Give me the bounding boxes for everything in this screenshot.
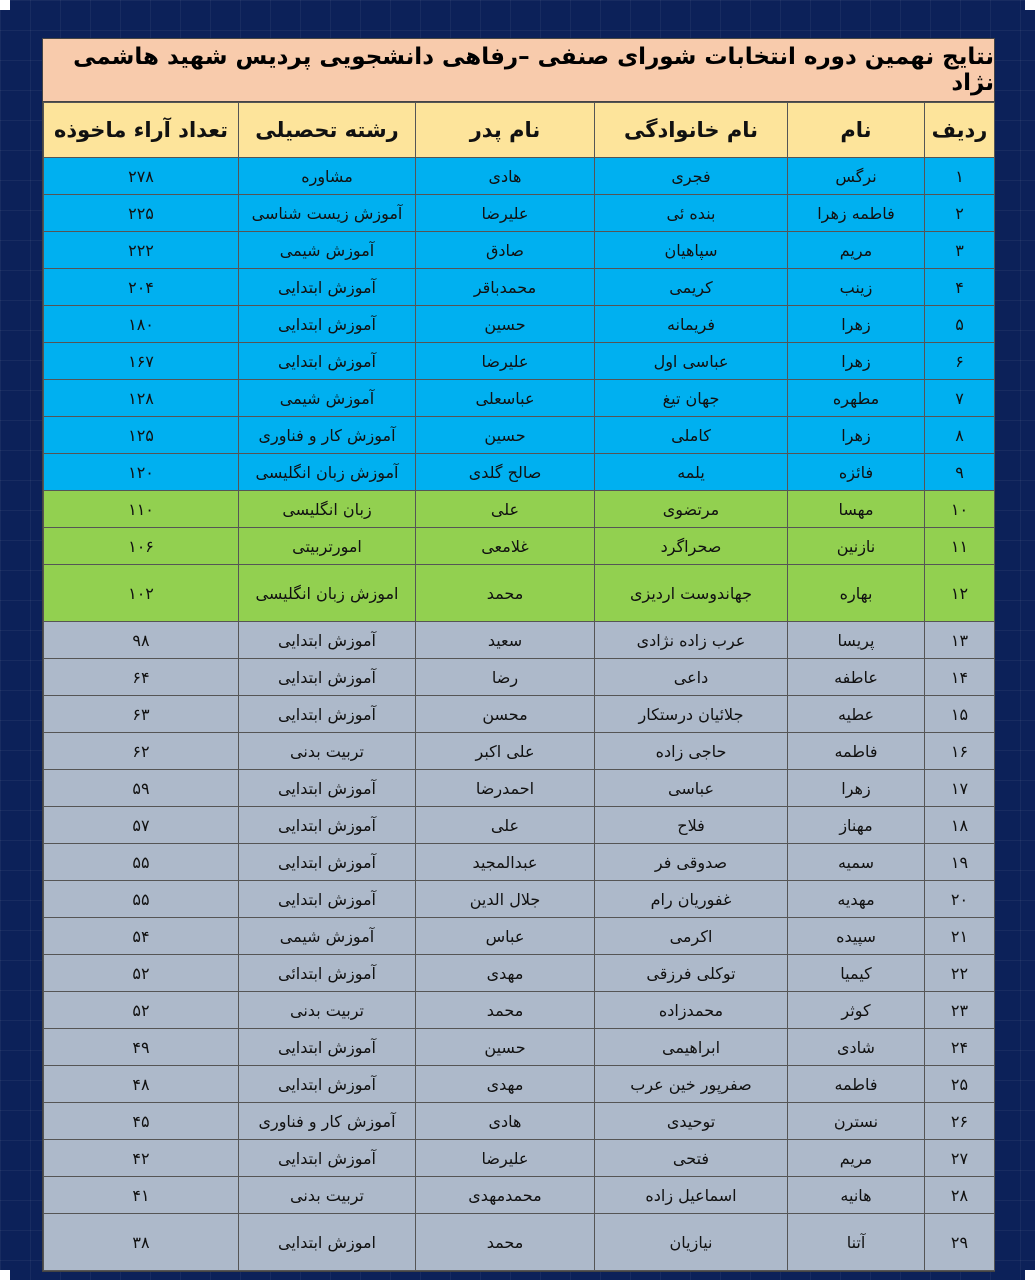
row-number-cell: ۶ (925, 343, 995, 380)
first-name-cell: مهسا (788, 491, 925, 528)
row-number-cell: ۲ (925, 195, 995, 232)
father-name-cell: رضا (416, 659, 595, 696)
table-row (44, 881, 995, 918)
votes-cell: ۱۸۰ (44, 306, 239, 343)
last-name-cell: فجری (595, 158, 788, 195)
first-name-cell: زینب (788, 269, 925, 306)
votes-cell: ۶۲ (44, 733, 239, 770)
row-number-cell: ۲۱ (925, 918, 995, 955)
father-name-cell: هادی (416, 1103, 595, 1140)
table-row (44, 158, 995, 195)
last-name-cell: جلائیان درستکار (595, 696, 788, 733)
major-cell: آموزش ابتدایی (239, 1066, 416, 1103)
first-name-cell: مهناز (788, 807, 925, 844)
table-row (44, 1103, 995, 1140)
last-name-cell: غفوریان رام (595, 881, 788, 918)
first-name-cell: پریسا (788, 622, 925, 659)
header-row-number: ردیف (925, 103, 995, 158)
father-name-cell: عباسعلی (416, 380, 595, 417)
father-name-cell: مهدی (416, 955, 595, 992)
header-father-name: نام پدر (416, 103, 595, 158)
table-row (44, 992, 995, 1029)
last-name-cell: بنده ئی (595, 195, 788, 232)
last-name-cell: فریمانه (595, 306, 788, 343)
row-number-cell: ۲۹ (925, 1214, 995, 1271)
major-cell: آموزش کار و فناوری (239, 1103, 416, 1140)
votes-cell: ۱۰۶ (44, 528, 239, 565)
last-name-cell: اکرمی (595, 918, 788, 955)
table-row (44, 1066, 995, 1103)
last-name-cell: کاملی (595, 417, 788, 454)
father-name-cell: محمدمهدی (416, 1177, 595, 1214)
votes-cell: ۱۲۸ (44, 380, 239, 417)
row-number-cell: ۹ (925, 454, 995, 491)
row-number-cell: ۲۰ (925, 881, 995, 918)
votes-cell: ۹۸ (44, 622, 239, 659)
corner-mark (1025, 1270, 1035, 1280)
row-number-cell: ۱۵ (925, 696, 995, 733)
header-last-name: نام خانوادگی (595, 103, 788, 158)
first-name-cell: فاطمه زهرا (788, 195, 925, 232)
first-name-cell: آتنا (788, 1214, 925, 1271)
major-cell: آموزش کار و فناوری (239, 417, 416, 454)
votes-cell: ۱۶۷ (44, 343, 239, 380)
last-name-cell: توحیدی (595, 1103, 788, 1140)
major-cell: آموزش زیست شناسی (239, 195, 416, 232)
row-number-cell: ۷ (925, 380, 995, 417)
votes-cell: ۱۲۰ (44, 454, 239, 491)
first-name-cell: سمیه (788, 844, 925, 881)
father-name-cell: علی (416, 807, 595, 844)
votes-cell: ۴۱ (44, 1177, 239, 1214)
first-name-cell: فاطمه (788, 733, 925, 770)
father-name-cell: علی اکبر (416, 733, 595, 770)
table-row (44, 269, 995, 306)
major-cell: تربیت بدنی (239, 992, 416, 1029)
major-cell: آموزش ابتدایی (239, 306, 416, 343)
father-name-cell: محمد (416, 565, 595, 622)
row-number-cell: ۲۳ (925, 992, 995, 1029)
first-name-cell: زهرا (788, 770, 925, 807)
table-row (44, 622, 995, 659)
row-number-cell: ۲۲ (925, 955, 995, 992)
votes-cell: ۱۱۰ (44, 491, 239, 528)
table-row (44, 844, 995, 881)
last-name-cell: اسماعیل زاده (595, 1177, 788, 1214)
table-row (44, 918, 995, 955)
major-cell: آموزش شیمی (239, 380, 416, 417)
votes-cell: ۶۴ (44, 659, 239, 696)
major-cell: آموزش ابتدایی (239, 770, 416, 807)
table-row (44, 565, 995, 622)
votes-cell: ۵۵ (44, 881, 239, 918)
last-name-cell: صحراگرد (595, 528, 788, 565)
results-table (43, 102, 995, 1271)
last-name-cell: فتحی (595, 1140, 788, 1177)
table-row (44, 1214, 995, 1271)
first-name-cell: زهرا (788, 343, 925, 380)
row-number-cell: ۱۳ (925, 622, 995, 659)
votes-cell: ۴۲ (44, 1140, 239, 1177)
father-name-cell: صادق (416, 232, 595, 269)
first-name-cell: کیمیا (788, 955, 925, 992)
father-name-cell: علیرضا (416, 195, 595, 232)
row-number-cell: ۲۸ (925, 1177, 995, 1214)
row-number-cell: ۴ (925, 269, 995, 306)
father-name-cell: سعید (416, 622, 595, 659)
father-name-cell: صالح گلدی (416, 454, 595, 491)
first-name-cell: سپیده (788, 918, 925, 955)
row-number-cell: ۱۱ (925, 528, 995, 565)
last-name-cell: توکلی فرزقی (595, 955, 788, 992)
table-row (44, 491, 995, 528)
major-cell: آموزش زبان انگلیسی (239, 454, 416, 491)
first-name-cell: مریم (788, 1140, 925, 1177)
first-name-cell: بهاره (788, 565, 925, 622)
votes-cell: ۲۰۴ (44, 269, 239, 306)
father-name-cell: حسین (416, 1029, 595, 1066)
major-cell: آموزش ابتدایی (239, 1029, 416, 1066)
row-number-cell: ۱۸ (925, 807, 995, 844)
major-cell: آموزش ابتدایی (239, 807, 416, 844)
row-number-cell: ۲۴ (925, 1029, 995, 1066)
major-cell: تربیت بدنی (239, 1177, 416, 1214)
table-row (44, 232, 995, 269)
votes-cell: ۲۲۲ (44, 232, 239, 269)
header-first-name: نام (788, 103, 925, 158)
first-name-cell: عطیه (788, 696, 925, 733)
major-cell: آموزش شیمی (239, 918, 416, 955)
last-name-cell: صفرپور خین عرب (595, 1066, 788, 1103)
votes-cell: ۴۵ (44, 1103, 239, 1140)
last-name-cell: عباسی اول (595, 343, 788, 380)
first-name-cell: مریم (788, 232, 925, 269)
father-name-cell: غلامعی (416, 528, 595, 565)
votes-cell: ۶۳ (44, 696, 239, 733)
page-title: نتایج نهمین دوره انتخابات شورای صنفی –رفاهی دانشجویی پردیس شهید هاشمی نژاد (43, 39, 994, 102)
major-cell: اموزش زبان انگلیسی (239, 565, 416, 622)
votes-cell: ۳۸ (44, 1214, 239, 1271)
row-number-cell: ۲۷ (925, 1140, 995, 1177)
first-name-cell: عاطفه (788, 659, 925, 696)
votes-cell: ۵۷ (44, 807, 239, 844)
corner-mark (1025, 0, 1035, 10)
table-row (44, 1177, 995, 1214)
corner-mark (0, 0, 10, 10)
father-name-cell: حسین (416, 417, 595, 454)
last-name-cell: عباسی (595, 770, 788, 807)
table-row (44, 454, 995, 491)
last-name-cell: جهان تیغ (595, 380, 788, 417)
row-number-cell: ۸ (925, 417, 995, 454)
father-name-cell: علیرضا (416, 1140, 595, 1177)
votes-cell: ۵۵ (44, 844, 239, 881)
table-row (44, 770, 995, 807)
votes-cell: ۵۲ (44, 955, 239, 992)
row-number-cell: ۳ (925, 232, 995, 269)
results-sheet (42, 38, 995, 1272)
votes-cell: ۵۹ (44, 770, 239, 807)
row-number-cell: ۲۶ (925, 1103, 995, 1140)
father-name-cell: عباس (416, 918, 595, 955)
major-cell: آموزش ابتدایی (239, 622, 416, 659)
votes-cell: ۱۲۵ (44, 417, 239, 454)
first-name-cell: نرگس (788, 158, 925, 195)
table-row (44, 807, 995, 844)
last-name-cell: عرب زاده نژادی (595, 622, 788, 659)
first-name-cell: فائزه (788, 454, 925, 491)
last-name-cell: داعی (595, 659, 788, 696)
first-name-cell: نسترن (788, 1103, 925, 1140)
row-number-cell: ۱ (925, 158, 995, 195)
row-number-cell: ۱۶ (925, 733, 995, 770)
last-name-cell: کریمی (595, 269, 788, 306)
header-major: رشته تحصیلی (239, 103, 416, 158)
major-cell: امورتربیتی (239, 528, 416, 565)
major-cell: آموزش ابتدایی (239, 696, 416, 733)
table-row (44, 955, 995, 992)
major-cell: آموزش ابتدایی (239, 659, 416, 696)
table-row (44, 417, 995, 454)
row-number-cell: ۱۰ (925, 491, 995, 528)
major-cell: آموزش ابتدایی (239, 881, 416, 918)
father-name-cell: محمد (416, 1214, 595, 1271)
table-row (44, 696, 995, 733)
major-cell: زبان انگلیسی (239, 491, 416, 528)
row-number-cell: ۱۴ (925, 659, 995, 696)
last-name-cell: نیازیان (595, 1214, 788, 1271)
father-name-cell: حسین (416, 306, 595, 343)
table-row (44, 343, 995, 380)
last-name-cell: ابراهیمی (595, 1029, 788, 1066)
father-name-cell: هادی (416, 158, 595, 195)
father-name-cell: مهدی (416, 1066, 595, 1103)
votes-cell: ۲۷۸ (44, 158, 239, 195)
father-name-cell: علی (416, 491, 595, 528)
first-name-cell: زهرا (788, 306, 925, 343)
first-name-cell: مطهره (788, 380, 925, 417)
first-name-cell: کوثر (788, 992, 925, 1029)
first-name-cell: مهدیه (788, 881, 925, 918)
header-votes: تعداد آراء ماخوذه (44, 103, 239, 158)
votes-cell: ۵۲ (44, 992, 239, 1029)
father-name-cell: علیرضا (416, 343, 595, 380)
last-name-cell: یلمه (595, 454, 788, 491)
table-row (44, 380, 995, 417)
row-number-cell: ۲۵ (925, 1066, 995, 1103)
row-number-cell: ۱۷ (925, 770, 995, 807)
first-name-cell: شادی (788, 1029, 925, 1066)
father-name-cell: عبدالمجید (416, 844, 595, 881)
votes-cell: ۴۸ (44, 1066, 239, 1103)
father-name-cell: محسن (416, 696, 595, 733)
first-name-cell: نازنین (788, 528, 925, 565)
father-name-cell: محمدباقر (416, 269, 595, 306)
votes-cell: ۴۹ (44, 1029, 239, 1066)
table-body (44, 158, 995, 1271)
major-cell: آموزش ابتدایی (239, 844, 416, 881)
major-cell: آموزش ابتدائی (239, 955, 416, 992)
last-name-cell: حاجی زاده (595, 733, 788, 770)
votes-cell: ۱۰۲ (44, 565, 239, 622)
row-number-cell: ۱۲ (925, 565, 995, 622)
major-cell: آموزش ابتدایی (239, 1140, 416, 1177)
table-row (44, 733, 995, 770)
table-row (44, 306, 995, 343)
last-name-cell: صدوقی فر (595, 844, 788, 881)
table-row (44, 1140, 995, 1177)
major-cell: اموزش ابتدایی (239, 1214, 416, 1271)
votes-cell: ۵۴ (44, 918, 239, 955)
last-name-cell: فلاح (595, 807, 788, 844)
votes-cell: ۲۲۵ (44, 195, 239, 232)
major-cell: آموزش شیمی (239, 232, 416, 269)
last-name-cell: مرتضوی (595, 491, 788, 528)
last-name-cell: محمدزاده (595, 992, 788, 1029)
first-name-cell: فاطمه (788, 1066, 925, 1103)
table-row (44, 528, 995, 565)
row-number-cell: ۱۹ (925, 844, 995, 881)
major-cell: مشاوره (239, 158, 416, 195)
row-number-cell: ۵ (925, 306, 995, 343)
major-cell: آموزش ابتدایی (239, 343, 416, 380)
corner-mark (0, 1270, 10, 1280)
first-name-cell: هانیه (788, 1177, 925, 1214)
father-name-cell: جلال الدین (416, 881, 595, 918)
first-name-cell: زهرا (788, 417, 925, 454)
table-row (44, 659, 995, 696)
table-row (44, 195, 995, 232)
major-cell: تربیت بدنی (239, 733, 416, 770)
father-name-cell: محمد (416, 992, 595, 1029)
table-row (44, 1029, 995, 1066)
major-cell: آموزش ابتدایی (239, 269, 416, 306)
header-row (44, 103, 995, 158)
last-name-cell: جهاندوست اردیزی (595, 565, 788, 622)
father-name-cell: احمدرضا (416, 770, 595, 807)
last-name-cell: سپاهیان (595, 232, 788, 269)
